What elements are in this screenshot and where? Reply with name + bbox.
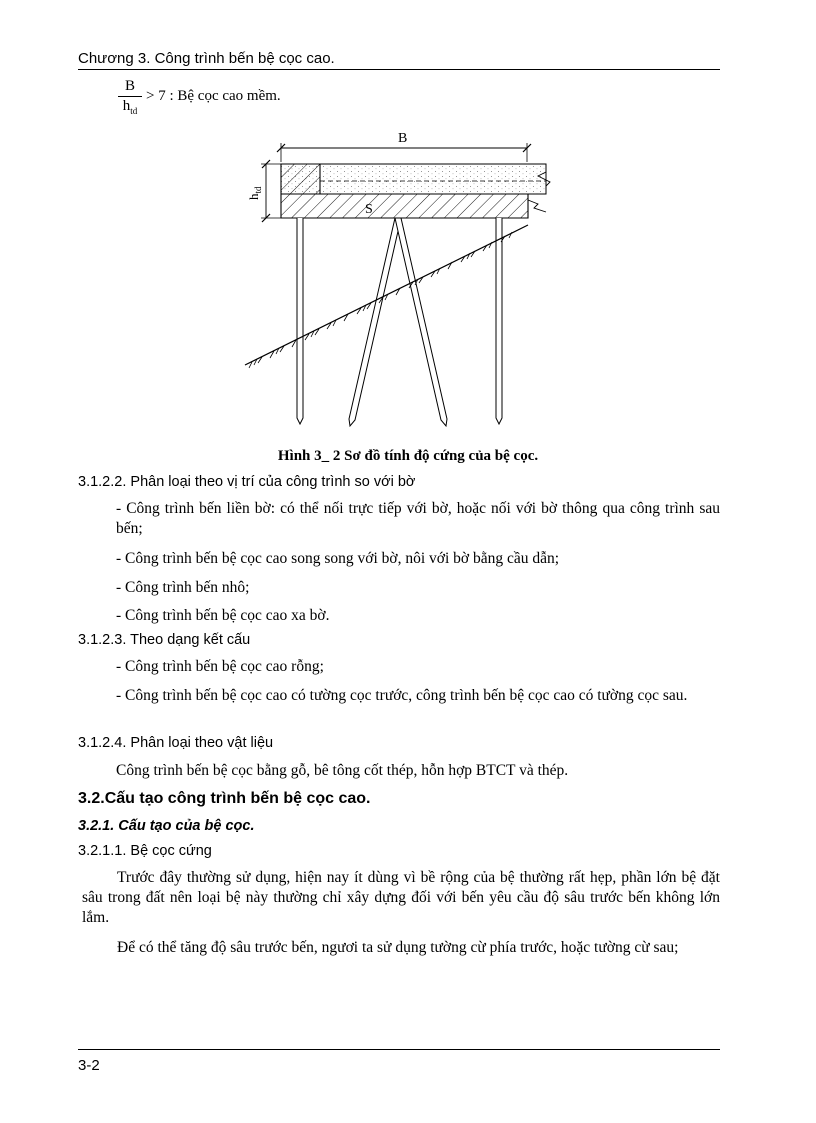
- fraction-b-over-htd: [118, 78, 142, 120]
- list-item: - Công trình bến bệ cọc cao song song với bờ, nôi với bờ bằng cầu dẫn;: [116, 550, 560, 567]
- list-item: - Công trình bến liền bờ: có thể nối trực tiếp với bờ, hoặc nối với bờ thông qua công trình sau bến;: [116, 500, 720, 537]
- label-s: S: [365, 202, 373, 217]
- formula-condition: [146, 88, 281, 105]
- paragraph-materials: Công trình bến bệ cọc bằng gỗ, bê tông cốt thép, hỗn hợp BTCT và thép.: [116, 762, 569, 779]
- heading-3-2-1-1: 3.2.1.1. Bệ cọc cứng: [78, 843, 212, 859]
- paragraph-rigid-cap-1: Trước đây thường sử dụng, hiện nay ít dùng vì bề rộng của bệ thường rất hẹp, phần lớn bệ đặt sâu trong đất nên loại bệ này thường chỉ xây dựng đối với bến yêu cầu độ sâu trước bến không lớn lắm.: [82, 869, 720, 926]
- fraction-denominator: $h_{td}$: [122, 98, 138, 116]
- heading-3-1-2-4: 3.1.2.4. Phân loại theo vật liệu: [78, 735, 274, 751]
- heading-3-2-1: 3.2.1. Cấu tạo của bệ cọc.: [78, 818, 255, 834]
- label-htd: $h_{td}$: [246, 186, 263, 200]
- label-b: B: [398, 131, 408, 146]
- fraction-bar: [118, 96, 142, 97]
- pile-left: [297, 218, 303, 424]
- raked-pile-left: [349, 218, 401, 426]
- paragraph-rigid-cap-2: Để có thể tăng độ sâu trước bến, ngươi ta sử dụng tường cừ phía trước, hoặc tường cừ sau;: [117, 939, 679, 956]
- heading-3-1-2-3: 3.1.2.3. Theo dạng kết cấu: [78, 632, 251, 648]
- heading-3-2: 3.2.Cấu tạo công trình bến bệ cọc cao.: [78, 790, 371, 807]
- list-item: - Công trình bến bệ cọc cao có tường cọc trước, công trình bến bệ cọc cao có tường cọc sau.: [116, 687, 688, 704]
- list-item: - Công trình bến bệ cọc cao xa bờ.: [116, 607, 330, 624]
- pile-cap-diagram: [230, 122, 570, 432]
- header-rule: [78, 69, 720, 70]
- figure-caption: Hình 3_ 2 Sơ đồ tính độ cứng của bệ cọc.: [277, 448, 539, 464]
- chapter-header: Chương 3. Công trình bến bệ cọc cao.: [78, 50, 335, 67]
- list-item: - Công trình bến bệ cọc cao rỗng;: [116, 658, 324, 675]
- raked-pile-right: [395, 218, 447, 426]
- deck-slab: [281, 164, 546, 194]
- formula-text: : Bệ cọc cao mềm.: [169, 88, 281, 104]
- heading-3-1-2-2: 3.1.2.2. Phân loại theo vị trí của công trình so với bờ: [78, 474, 416, 490]
- fraction-numerator: B: [124, 78, 135, 94]
- page-number: 3-2: [78, 1057, 100, 1074]
- pile-right: [496, 218, 502, 424]
- footer-rule: [78, 1049, 720, 1050]
- seabed-slope: [245, 225, 528, 365]
- formula-relation: > 7: [146, 88, 166, 104]
- list-item: - Công trình bến nhô;: [116, 579, 250, 596]
